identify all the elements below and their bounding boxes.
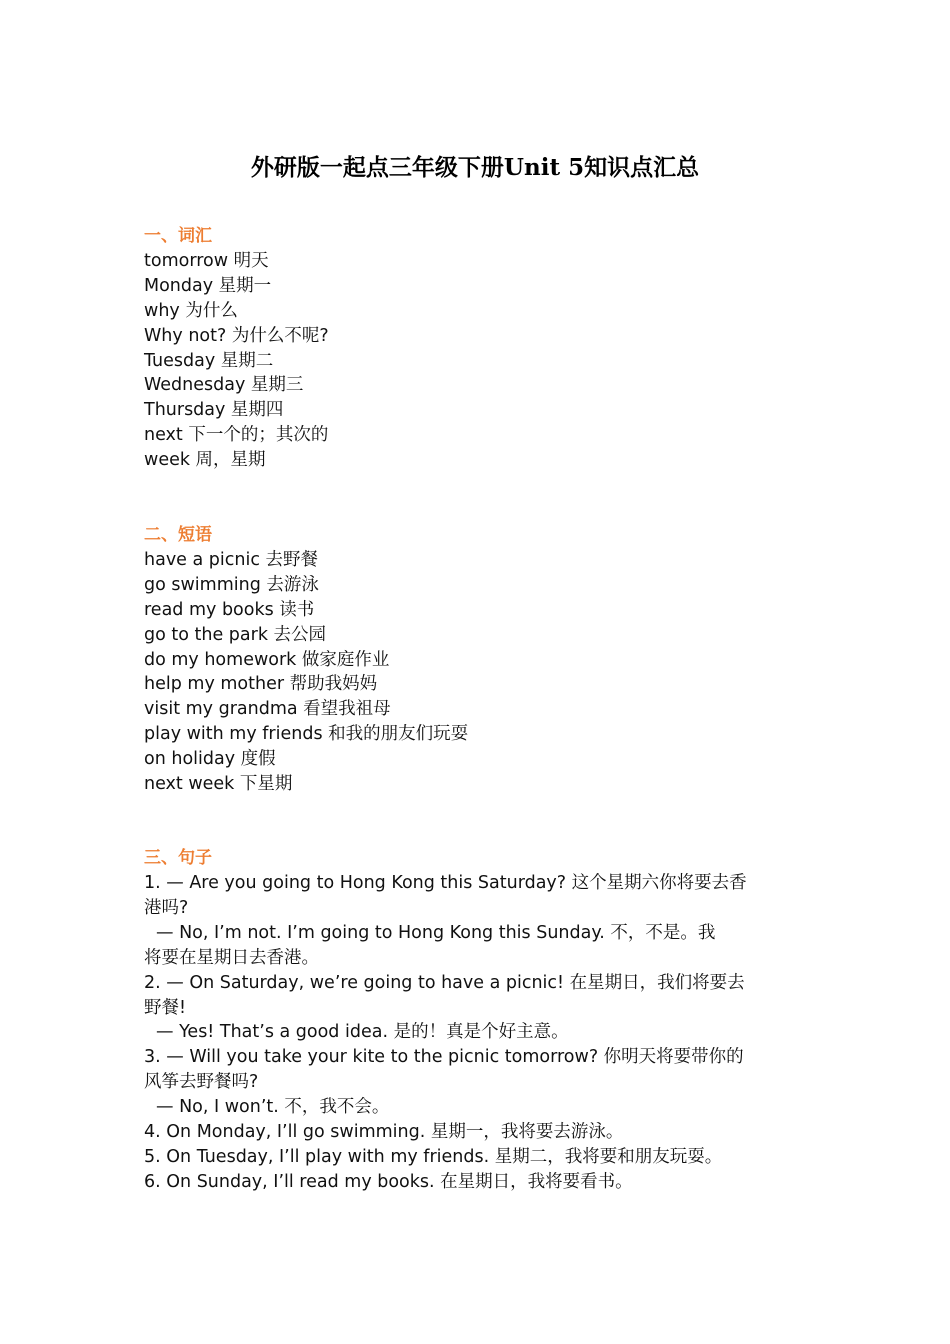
vocab-item: Wednesday 星期三 [144, 375, 304, 396]
sentence-line: 风筝去野餐吗? [144, 1072, 259, 1093]
vocabulary-section [144, 224, 824, 473]
phrase-item: play with my friends 和我的朋友们玩耍 [144, 724, 469, 745]
vocab-item: Why not? 为什么不呢? [144, 325, 329, 346]
phrase-item: have a picnic 去野餐 [144, 550, 319, 570]
vocab-item: Tuesday 星期二 [144, 350, 274, 371]
phrase-item: read my books 读书 [144, 599, 315, 620]
sentence-line: 6. On Sunday, I’ll read my books. 在星期日，我将要看书。 [144, 1171, 633, 1192]
vocab-item: next 下一个的；其次的 [144, 425, 329, 446]
phrase-item: next week 下星期 [144, 774, 293, 795]
document-title: 外研版一起点三年级下册Unit 5知识点汇总 [250, 154, 700, 181]
phrase-item: go to the park 去公园 [144, 624, 327, 645]
vocab-item: why 为什么 [144, 300, 238, 321]
phrases-section [144, 523, 824, 797]
sentence-line: 1. — Are you going to Hong Kong this Saturday? 这个星期六你将要去香 [144, 873, 747, 893]
sentence-line: 3. — Will you take your kite to the picnic tomorrow? 你明天将要带你的 [144, 1047, 744, 1068]
vocab-item: Thursday 星期四 [144, 400, 284, 421]
phrase-item: help my mother 帮助我妈妈 [144, 674, 378, 695]
sentence-line: — No, I won’t. 不，我不会。 [156, 1097, 390, 1118]
section-heading-sentences: 三、句子 [144, 848, 212, 868]
sentence-line: 5. On Tuesday, I’ll play with my friends. 星期二，我将要和朋友玩耍。 [144, 1146, 723, 1167]
phrase-item: go swimming 去游泳 [144, 574, 319, 595]
sentence-line: — Yes! That’s a good idea. 是的！真是个好主意。 [156, 1022, 569, 1043]
phrase-item: on holiday 度假 [144, 749, 276, 770]
sentence-line: 4. On Monday, I’ll go swimming. 星期一，我将要去游泳。 [144, 1122, 624, 1143]
section-heading-vocabulary: 一、词汇 [144, 226, 212, 246]
sentence-line: 港吗? [144, 897, 189, 918]
sentence-line: 2. — On Saturday, we’re going to have a picnic! 在星期日，我们将要去 [144, 972, 745, 993]
phrase-item: visit my grandma 看望我祖母 [144, 699, 391, 720]
phrase-item: do my homework 做家庭作业 [144, 649, 390, 670]
sentence-line: 野餐! [144, 997, 187, 1018]
section-heading-phrases: 二、短语 [144, 525, 212, 545]
vocab-item: Monday 星期一 [144, 275, 272, 296]
vocab-item: week 周，星期 [144, 450, 266, 471]
sentence-line: — No, I’m not. I’m going to Hong Kong this Sunday. 不，不是。我 [156, 922, 716, 943]
sentence-line: 将要在星期日去香港。 [144, 947, 319, 968]
sentences-section [144, 846, 824, 1195]
vocab-item: tomorrow 明天 [144, 251, 269, 271]
